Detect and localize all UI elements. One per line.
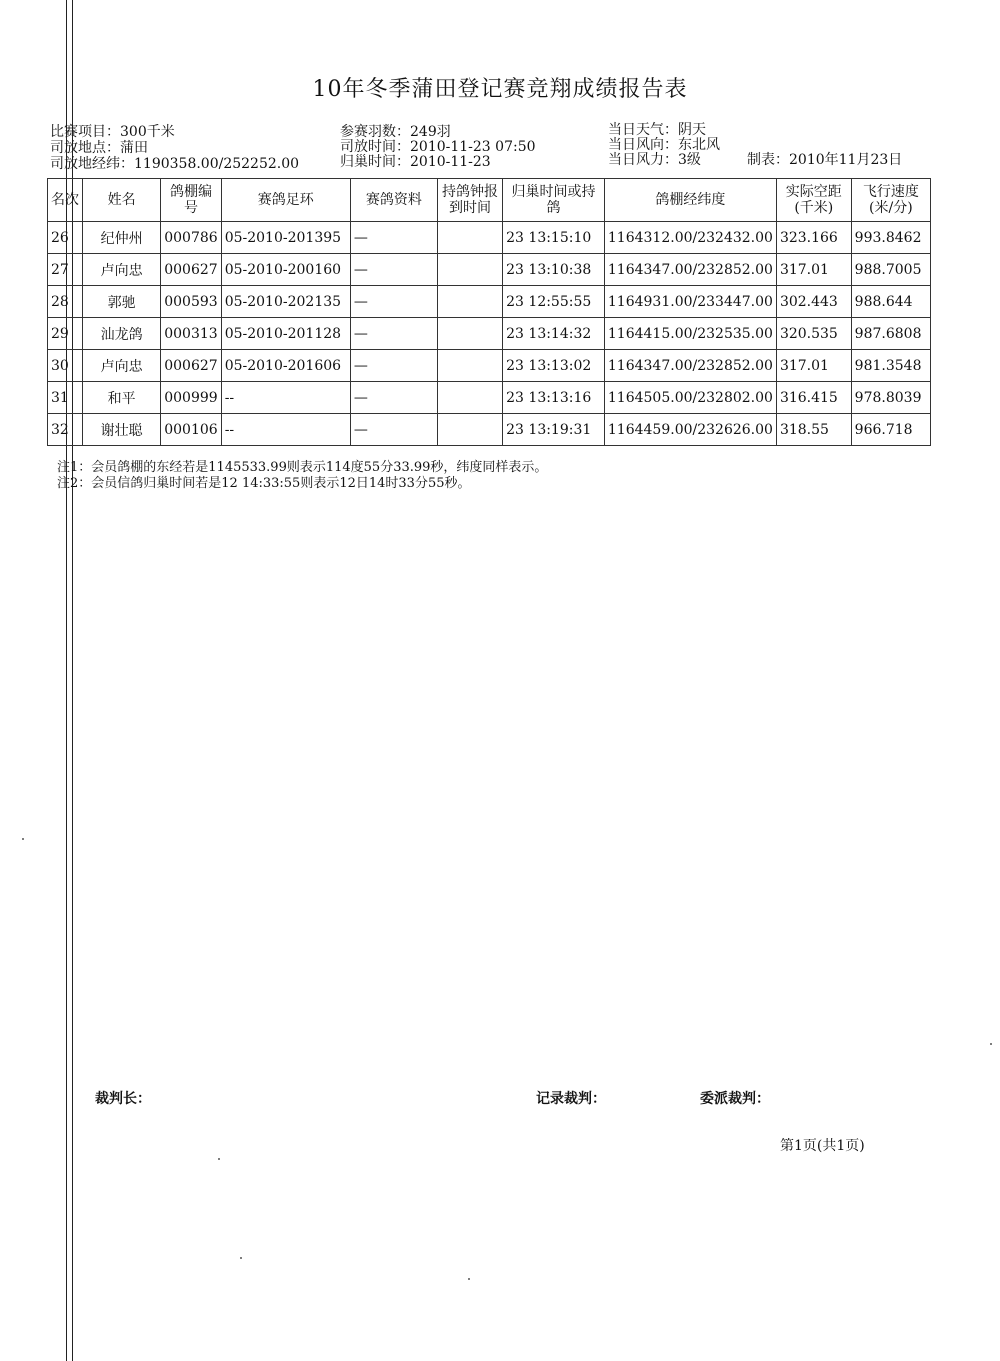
cell-rank: 26 — [48, 222, 83, 254]
cell-info: — — [350, 350, 437, 382]
info-release-place: 司放地点：蒲田 — [50, 140, 148, 156]
cell-rank: 31 — [48, 382, 83, 414]
cell-ring: 05-2010-202135 — [221, 286, 350, 318]
table-row — [48, 318, 931, 350]
cell-clock — [437, 318, 502, 350]
header-ring: 赛鸽足环 — [221, 179, 350, 222]
info-release-coords: 司放地经纬：1190358.00/252252.00 — [50, 156, 300, 172]
scan-speck — [240, 1257, 242, 1259]
cell-coords: 1164505.00/232802.00 — [604, 382, 776, 414]
cell-clock — [437, 414, 502, 446]
cell-info: — — [350, 222, 437, 254]
header-info: 赛鸽资料 — [350, 179, 437, 222]
cell-ring: -- — [221, 382, 350, 414]
cell-coords: 1164459.00/232626.00 — [604, 414, 776, 446]
cell-speed: 966.718 — [851, 414, 930, 446]
cell-speed: 981.3548 — [851, 350, 930, 382]
cell-arrival: 23 13:19:31 — [503, 414, 605, 446]
cell-speed: 978.8039 — [851, 382, 930, 414]
cell-distance: 317.01 — [776, 254, 851, 286]
info-release-time: 司放时间：2010-11-23 07:50 — [340, 139, 536, 155]
cell-name: 卢向忠 — [83, 254, 161, 286]
report-title: 10年冬季蒲田登记赛竞翔成绩报告表 — [312, 77, 688, 102]
cell-clock — [437, 382, 502, 414]
cell-ring: 05-2010-201128 — [221, 318, 350, 350]
cell-info: — — [350, 286, 437, 318]
info-event: 比赛项目：300千米 — [50, 124, 175, 140]
info-entries: 参赛羽数：249羽 — [340, 124, 451, 140]
cell-speed: 993.8462 — [851, 222, 930, 254]
cell-info: — — [350, 254, 437, 286]
cell-distance: 320.535 — [776, 318, 851, 350]
cell-coords: 1164931.00/233447.00 — [604, 286, 776, 318]
cell-clock — [437, 286, 502, 318]
cell-speed: 988.7005 — [851, 254, 930, 286]
header-distance: 实际空距(千米) — [776, 179, 851, 222]
signature-appointed: 委派裁判： — [700, 1091, 770, 1107]
cell-name: 汕龙鸽 — [83, 318, 161, 350]
table-row — [48, 350, 931, 382]
header-name: 姓名 — [83, 179, 161, 222]
cell-info: — — [350, 382, 437, 414]
header-loft-id: 鸽棚编号 — [161, 179, 221, 222]
cell-ring: -- — [221, 414, 350, 446]
signature-chief-judge: 裁判长： — [95, 1091, 151, 1107]
info-made-date: 制表：2010年11月23日 — [747, 152, 903, 168]
cell-name: 卢向忠 — [83, 350, 161, 382]
cell-loft-id: 000106 — [161, 414, 221, 446]
page-number: 第1页(共1页) — [780, 1138, 865, 1154]
cell-rank: 27 — [48, 254, 83, 286]
cell-arrival: 23 12:55:55 — [503, 286, 605, 318]
cell-coords: 1164312.00/232432.00 — [604, 222, 776, 254]
cell-distance: 323.166 — [776, 222, 851, 254]
cell-loft-id: 000593 — [161, 286, 221, 318]
cell-arrival: 23 13:15:10 — [503, 222, 605, 254]
header-speed: 飞行速度(米/分) — [851, 179, 930, 222]
cell-coords: 1164415.00/232535.00 — [604, 318, 776, 350]
cell-ring: 05-2010-200160 — [221, 254, 350, 286]
cell-arrival: 23 13:10:38 — [503, 254, 605, 286]
info-return-time: 归巢时间：2010-11-23 — [340, 154, 491, 170]
cell-name: 和平 — [83, 382, 161, 414]
cell-clock — [437, 350, 502, 382]
cell-info: — — [350, 414, 437, 446]
note-1: 注1：会员鸽棚的东经若是1145533.99则表示114度55分33.99秒，纬度同样表示。 — [57, 460, 548, 475]
cell-arrival: 23 13:13:02 — [503, 350, 605, 382]
cell-name: 纪仲州 — [83, 222, 161, 254]
results-table — [47, 178, 931, 446]
cell-distance: 317.01 — [776, 350, 851, 382]
cell-loft-id: 000999 — [161, 382, 221, 414]
cell-name: 谢壮聪 — [83, 414, 161, 446]
header-coords: 鸽棚经纬度 — [604, 179, 776, 222]
cell-coords: 1164347.00/232852.00 — [604, 254, 776, 286]
cell-distance: 316.415 — [776, 382, 851, 414]
cell-arrival: 23 13:14:32 — [503, 318, 605, 350]
cell-ring: 05-2010-201395 — [221, 222, 350, 254]
cell-distance: 318.55 — [776, 414, 851, 446]
cell-rank: 29 — [48, 318, 83, 350]
table-row — [48, 222, 931, 254]
info-weather: 当日天气：阴天 — [608, 122, 706, 138]
table-header-row — [48, 179, 931, 222]
scan-speck — [468, 1278, 470, 1280]
table-row — [48, 382, 931, 414]
header-rank: 名次 — [48, 179, 83, 222]
cell-rank: 32 — [48, 414, 83, 446]
scan-speck — [990, 1043, 992, 1045]
cell-loft-id: 000627 — [161, 254, 221, 286]
table-row — [48, 254, 931, 286]
table-row — [48, 414, 931, 446]
header-clock: 持鸽钟报到时间 — [437, 179, 502, 222]
cell-clock — [437, 254, 502, 286]
signature-recorder: 记录裁判： — [536, 1091, 606, 1107]
cell-ring: 05-2010-201606 — [221, 350, 350, 382]
info-wind-force: 当日风力：3级 — [608, 152, 701, 168]
cell-rank: 28 — [48, 286, 83, 318]
scan-speck — [218, 1158, 220, 1160]
cell-rank: 30 — [48, 350, 83, 382]
cell-clock — [437, 222, 502, 254]
cell-speed: 987.6808 — [851, 318, 930, 350]
cell-info: — — [350, 318, 437, 350]
cell-arrival: 23 13:13:16 — [503, 382, 605, 414]
cell-loft-id: 000786 — [161, 222, 221, 254]
scan-speck — [22, 838, 24, 840]
cell-speed: 988.644 — [851, 286, 930, 318]
cell-loft-id: 000627 — [161, 350, 221, 382]
cell-loft-id: 000313 — [161, 318, 221, 350]
cell-coords: 1164347.00/232852.00 — [604, 350, 776, 382]
note-2: 注2：会员信鸽归巢时间若是12 14:33:55则表示12日14时33分55秒。 — [57, 476, 471, 491]
cell-distance: 302.443 — [776, 286, 851, 318]
header-arrival: 归巢时间或持鸽 — [503, 179, 605, 222]
info-wind-direction: 当日风向：东北风 — [608, 137, 720, 153]
table-row — [48, 286, 931, 318]
cell-name: 郭驰 — [83, 286, 161, 318]
